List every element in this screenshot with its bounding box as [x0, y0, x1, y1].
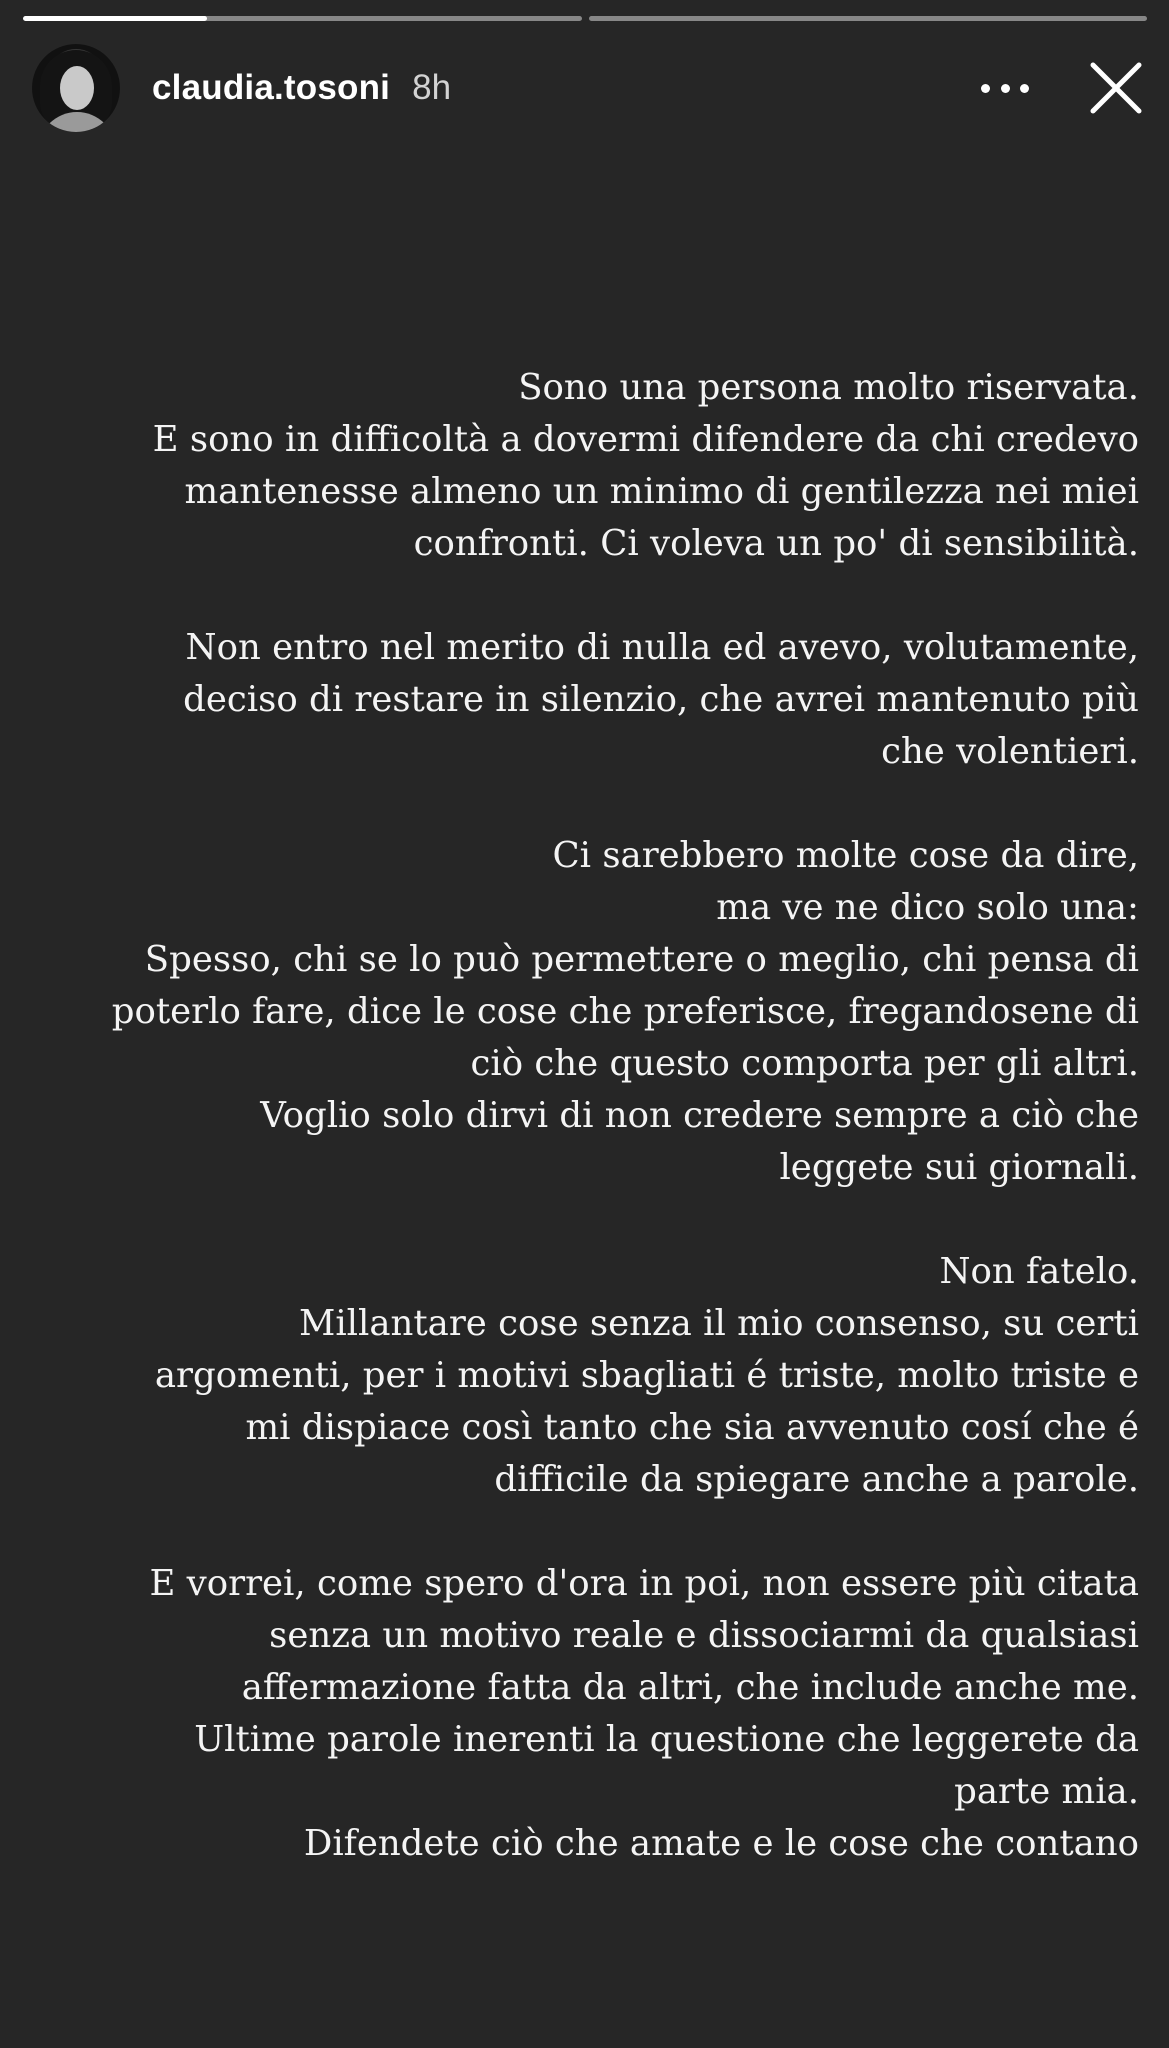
close-icon[interactable] [1087, 59, 1145, 117]
progress-segment-1 [23, 16, 582, 21]
post-time: 8h [412, 68, 452, 107]
story-header [32, 44, 1145, 132]
avatar-face [60, 66, 94, 110]
progress-fill-1 [23, 16, 207, 21]
progress-segment-2 [589, 16, 1148, 21]
avatar[interactable] [32, 44, 120, 132]
dot-icon [981, 84, 990, 93]
username[interactable]: claudia.tosoni [152, 68, 391, 107]
more-horizontal-icon[interactable] [981, 68, 1029, 108]
dot-icon [1020, 84, 1029, 93]
story-text: Sono una persona molto riservata. E sono in difficoltà a dovermi difendere da chi credevo mantenesse almeno un minimo di gentilezza nei miei confronti. Ci voleva un po' di sensibilità. Non entro nel merito di nulla ed avevo, volutamente, deciso di restare in silenzio, che avrei mantenuto più che volentieri. Ci sarebbero molte cose da dire, ma ve ne dico solo una: Spesso, chi se lo può permettere o meglio, chi pensa di poterlo fare, dice le cose che preferisce, fregandosene di ciò che questo comporta per gli altri. Voglio solo dirvi di non credere sempre a ciò che leggete sui giornali. Non fatelo. Millantare cose senza il mio consenso, su certi argomenti, per i motivi sbagliati é triste, molto triste e mi dispiace così tanto che sia avvenuto cosí che é difficile da spiegare anche a parole. E vorrei, come spero d'ora in poi, non essere più citata senza un motivo reale e dissociarmi da qualsiasi affermazione fatta da altri, che include anche me. Ultime parole inerenti la questione che leggerete da parte mia. Difendete ciò che amate e le cose che contano [111, 367, 1139, 1864]
story-progress-bar [23, 16, 1147, 21]
dot-icon [1001, 84, 1010, 93]
